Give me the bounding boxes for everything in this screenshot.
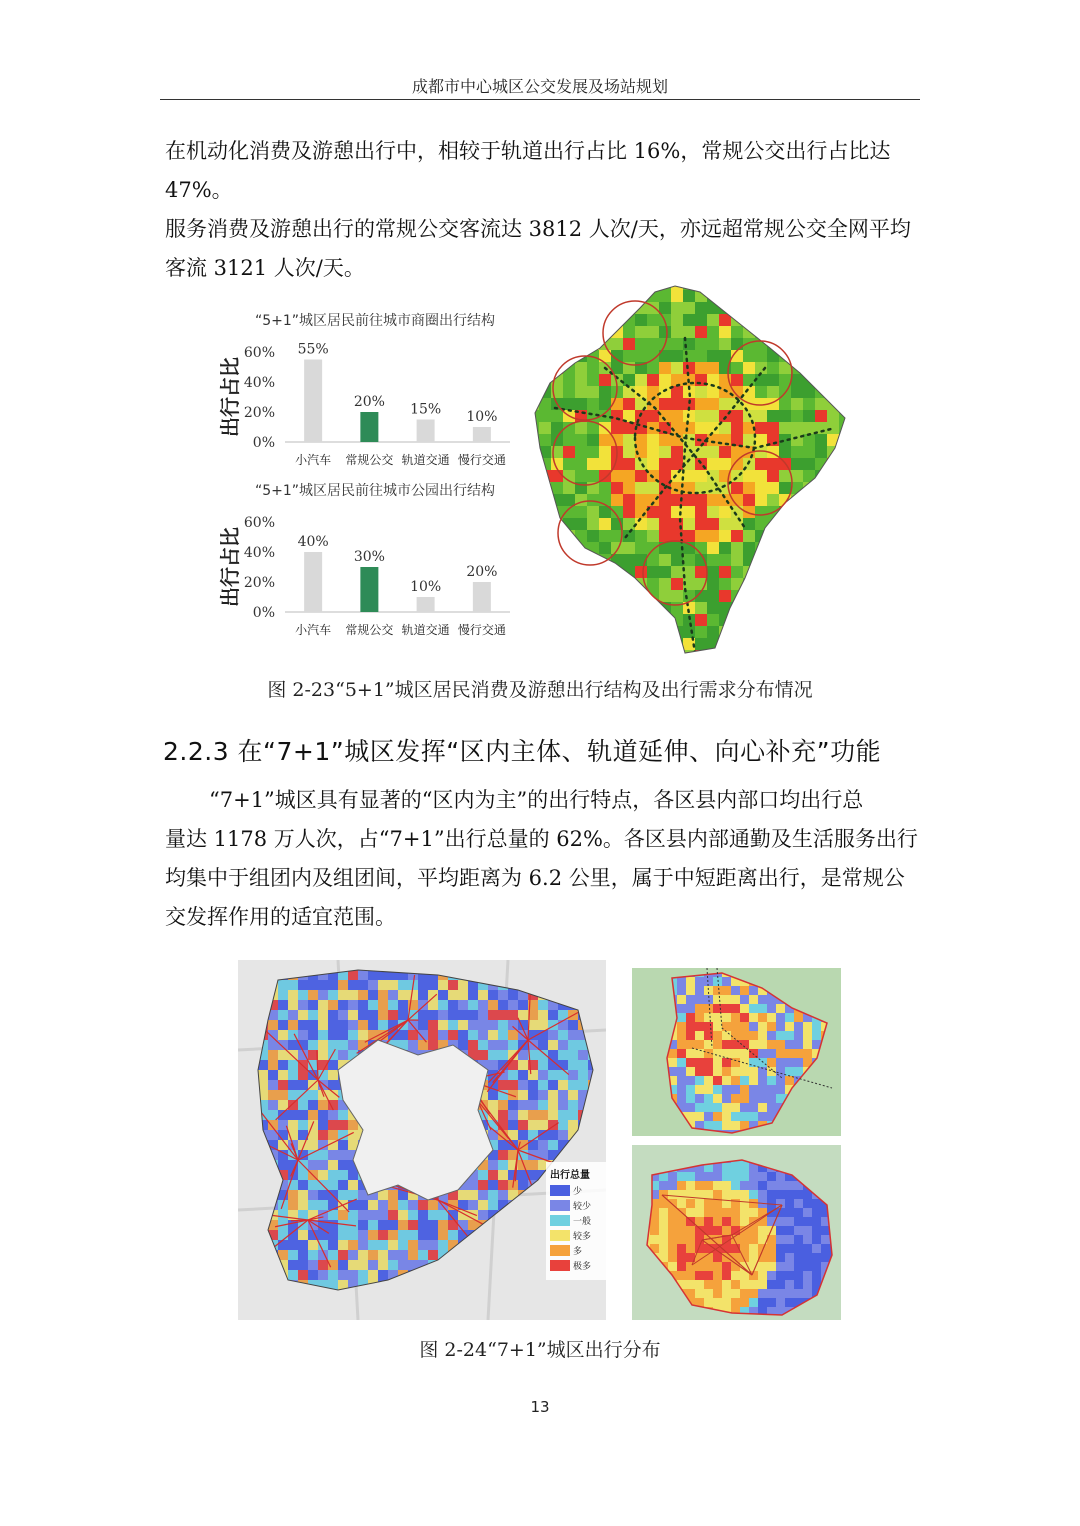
chart-shopping [215,310,515,470]
y-tick-label: 60% [243,515,275,531]
bar-value-label: 10% [466,409,498,425]
bar [360,567,378,612]
section-line: 量达 1178 万人次，占“7+1”出行总量的 62%。各区县内部通勤及生活服务出行 [165,827,918,851]
legend-swatch [550,1245,570,1256]
trip-distribution-map [238,960,606,1320]
legend-title: 出行总量 [550,1170,590,1181]
category-label: 轨道交通 [401,623,450,637]
page-number: 13 [530,1398,550,1416]
bar-chart-park [215,500,515,640]
bar-value-label: 55% [297,341,329,358]
running-header: 成都市中心城区公交发展及场站规划 [411,77,668,96]
category-label: 轨道交通 [401,453,450,467]
category-label: 慢行交通 [457,623,506,637]
chart-park [215,480,515,640]
section-paragraph [165,781,925,937]
bar [417,420,435,443]
bar [304,552,322,612]
bar-value-label: 30% [353,549,385,565]
section-line: “7+1”城区具有显著的“区内为主”的出行特点，各区县内部口均出行总 [209,788,864,812]
legend-label: 较多 [573,1232,592,1242]
legend-swatch [550,1230,570,1241]
legend-label: 多 [573,1247,583,1257]
bar-value-label: 20% [353,394,385,410]
figure-caption: 图 2-23“5+1”城区居民消费及游憩出行结构及出行需求分布情况 [267,679,813,701]
intro-paragraph [165,132,925,288]
bar [417,597,435,612]
bar [304,360,322,443]
y-axis-label: 出行占比 [218,527,242,607]
district-map-north [632,968,841,1136]
section-line: 交发挥作用的适宜范围。 [165,905,396,929]
intro-line: 在机动化消费及游憩出行中，相较于轨道出行占比 16%，常规公交出行占比达 47%。 [165,139,891,202]
legend-item [550,1258,606,1273]
legend-item [550,1243,606,1258]
bar-value-label: 10% [410,579,442,595]
chart-title: “5+1”城区居民前往城市公园出行结构 [255,483,496,499]
header-rule [160,99,920,100]
category-label: 小汽车 [295,453,332,467]
legend-swatch [550,1260,570,1271]
y-axis-label: 出行占比 [218,357,242,437]
district-map-south [632,1145,841,1320]
section-line: 均集中于组团内及组团间，平均距离为 6.2 公里，属于中短距离出行，是常规公 [165,866,905,890]
bar [473,427,491,442]
legend-swatch [550,1200,570,1211]
intro-line: 服务消费及游憩出行的常规公交客流达 3812 人次/天，亦远超常规公交全网平均 [165,217,911,241]
legend-item [550,1183,606,1198]
legend-label: 较少 [573,1202,592,1212]
legend-item [550,1198,606,1213]
bar-chart-shopping [215,330,515,470]
section-heading: 2.2.3 在“7+1”城区发挥“区内主体、轨道延伸、向心补充”功能 [163,737,882,766]
legend-item [550,1213,606,1228]
bar-value-label: 20% [466,564,498,580]
category-label: 常规公交 [345,623,394,637]
y-tick-label: 60% [243,345,275,361]
legend-label: 一般 [573,1217,592,1227]
legend-swatch [550,1185,570,1196]
chart-title: “5+1”城区居民前往城市商圈出行结构 [255,313,496,329]
y-tick-label: 20% [243,575,275,591]
y-tick-label: 0% [252,605,275,621]
category-label: 小汽车 [295,623,332,637]
category-label: 常规公交 [345,453,394,467]
map-legend [546,1162,606,1280]
legend-label: 极多 [573,1262,592,1272]
y-tick-label: 40% [243,545,275,561]
legend-swatch [550,1215,570,1226]
figure-caption: 图 2-24“7+1”城区出行分布 [419,1339,661,1361]
intro-line: 客流 3121 人次/天。 [165,256,365,280]
bar [360,412,378,442]
y-tick-label: 40% [243,375,275,391]
district-map-south-svg [632,1145,841,1320]
category-label: 慢行交通 [457,453,506,467]
demand-heatmap [515,278,855,658]
bar [473,582,491,612]
y-tick-label: 20% [243,405,275,421]
y-tick-label: 0% [252,435,275,451]
legend-item [550,1228,606,1243]
legend-label: 少 [573,1187,583,1197]
bar-value-label: 15% [410,401,442,418]
bar-value-label: 40% [297,534,329,550]
district-map-north-svg [632,968,841,1136]
